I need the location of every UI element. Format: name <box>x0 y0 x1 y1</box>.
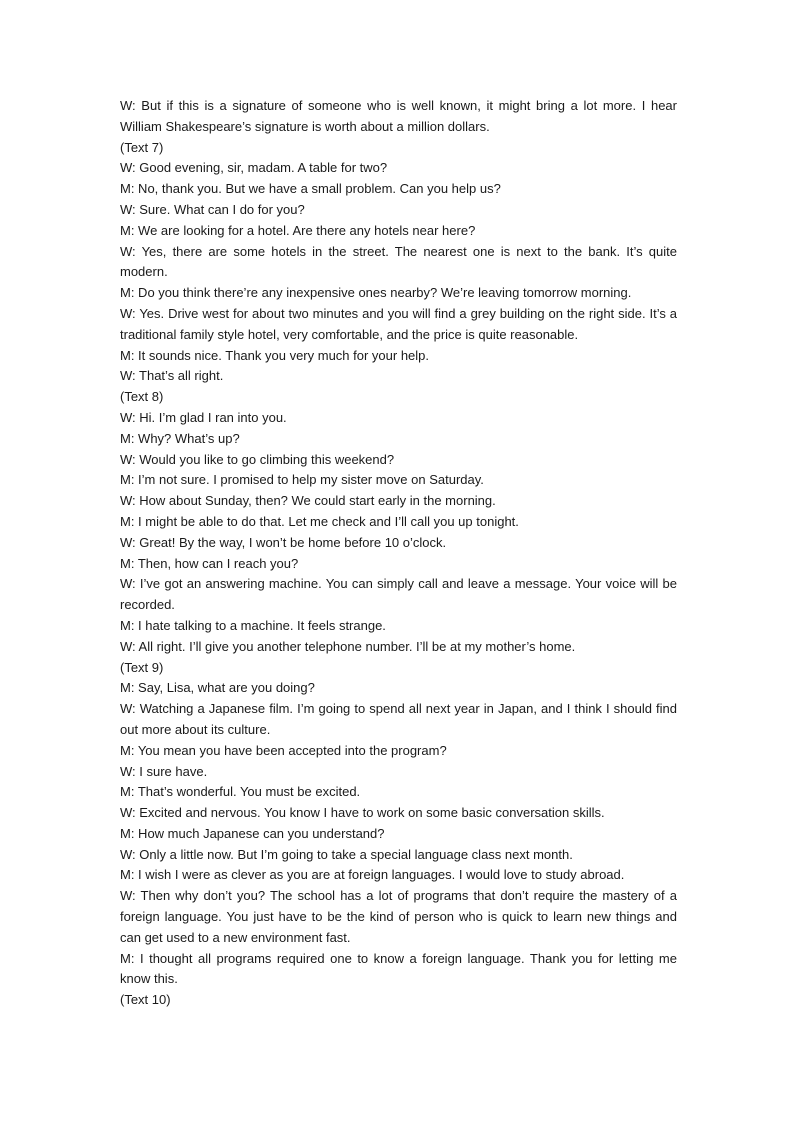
dialogue-line: W: I sure have. <box>120 763 208 779</box>
dialogue-line: M: You mean you have been accepted into the program? <box>120 742 447 758</box>
dialogue-line: W: Sure. What can I do for you? <box>120 201 305 217</box>
dialogue-line: W: But if this is a signature of someone who is well known, it might bring a lot more. I hear William Shakespeare’s signature is worth about a million dollars. <box>120 98 677 134</box>
dialogue-line: M: Then, how can I reach you? <box>120 555 299 571</box>
dialogue-line: M: It sounds nice. Thank you very much for your help. <box>120 347 430 363</box>
dialogue-line: W: All right. I’ll give you another telephone number. I’ll be at my mother’s home. <box>120 638 576 654</box>
dialogue-line: W: Watching a Japanese film. I’m going to spend all next year in Japan, and I think I should find out more about its culture. <box>120 701 677 737</box>
dialogue-line: W: Yes, there are some hotels in the street. The nearest one is next to the bank. It’s quite modern. <box>120 243 677 280</box>
dialogue-line: M: How much Japanese can you understand? <box>120 825 385 841</box>
dialogue-line: M: I might be able to do that. Let me check and I’ll call you up tonight. <box>120 513 519 529</box>
dialogue-line: W: Yes. Drive west for about two minutes and you will find a grey building on the right side. It’s a traditional family style hotel, very comfortable, and the price is quite reasonable. <box>120 305 677 342</box>
dialogue-line: W: Would you like to go climbing this weekend? <box>120 451 395 467</box>
dialogue-line: W: Great! By the way, I won’t be home before 10 o’clock. <box>120 534 447 550</box>
dialogue-line: M: I hate talking to a machine. It feels strange. <box>120 617 386 633</box>
section-heading: (Text 7) <box>120 139 164 155</box>
dialogue-line: W: Excited and nervous. You know I have to work on some basic conversation skills. <box>120 805 605 821</box>
dialogue-line: W: Then why don’t you? The school has a lot of programs that don’t require the mastery of a foreign language. You just have to be the kind of person who is quick to learn new things and can get used to a new environment fast. <box>120 888 677 945</box>
dialogue-line: M: I wish I were as clever as you are at foreign languages. I would love to study abroad. <box>120 867 625 883</box>
section-heading: (Text 9) <box>120 659 164 675</box>
dialogue-line: M: No, thank you. But we have a small problem. Can you help us? <box>120 181 501 197</box>
section-heading: (Text 10) <box>120 992 171 1008</box>
dialogue-line: M: I’m not sure. I promised to help my sister move on Saturday. <box>120 472 484 488</box>
dialogue-line: W: How about Sunday, then? We could start early in the morning. <box>120 493 496 509</box>
dialogue-line: W: That’s all right. <box>120 368 224 384</box>
dialogue-line: M: Say, Lisa, what are you doing? <box>120 680 315 696</box>
dialogue-line: W: Only a little now. But I’m going to take a special language class next month. <box>120 846 573 862</box>
dialogue-line: M: We are looking for a hotel. Are there any hotels near here? <box>120 222 476 238</box>
dialogue-line: M: I thought all programs required one to know a foreign language. Thank you for letting me know this. <box>120 950 677 987</box>
dialogue-line: M: That’s wonderful. You must be excited. <box>120 784 361 800</box>
dialogue-line: M: Do you think there’re any inexpensive ones nearby? We’re leaving tomorrow morning. <box>120 285 632 301</box>
dialogue-line: W: I’ve got an answering machine. You can simply call and leave a message. Your voice will be recorded. <box>120 576 677 613</box>
section-heading: (Text 8) <box>120 389 164 405</box>
dialogue-line: M: Why? What’s up? <box>120 430 240 446</box>
dialogue-line: W: Good evening, sir, madam. A table for two? <box>120 160 388 176</box>
dialogue-line: W: Hi. I’m glad I ran into you. <box>120 409 287 425</box>
document-body <box>120 96 677 1011</box>
